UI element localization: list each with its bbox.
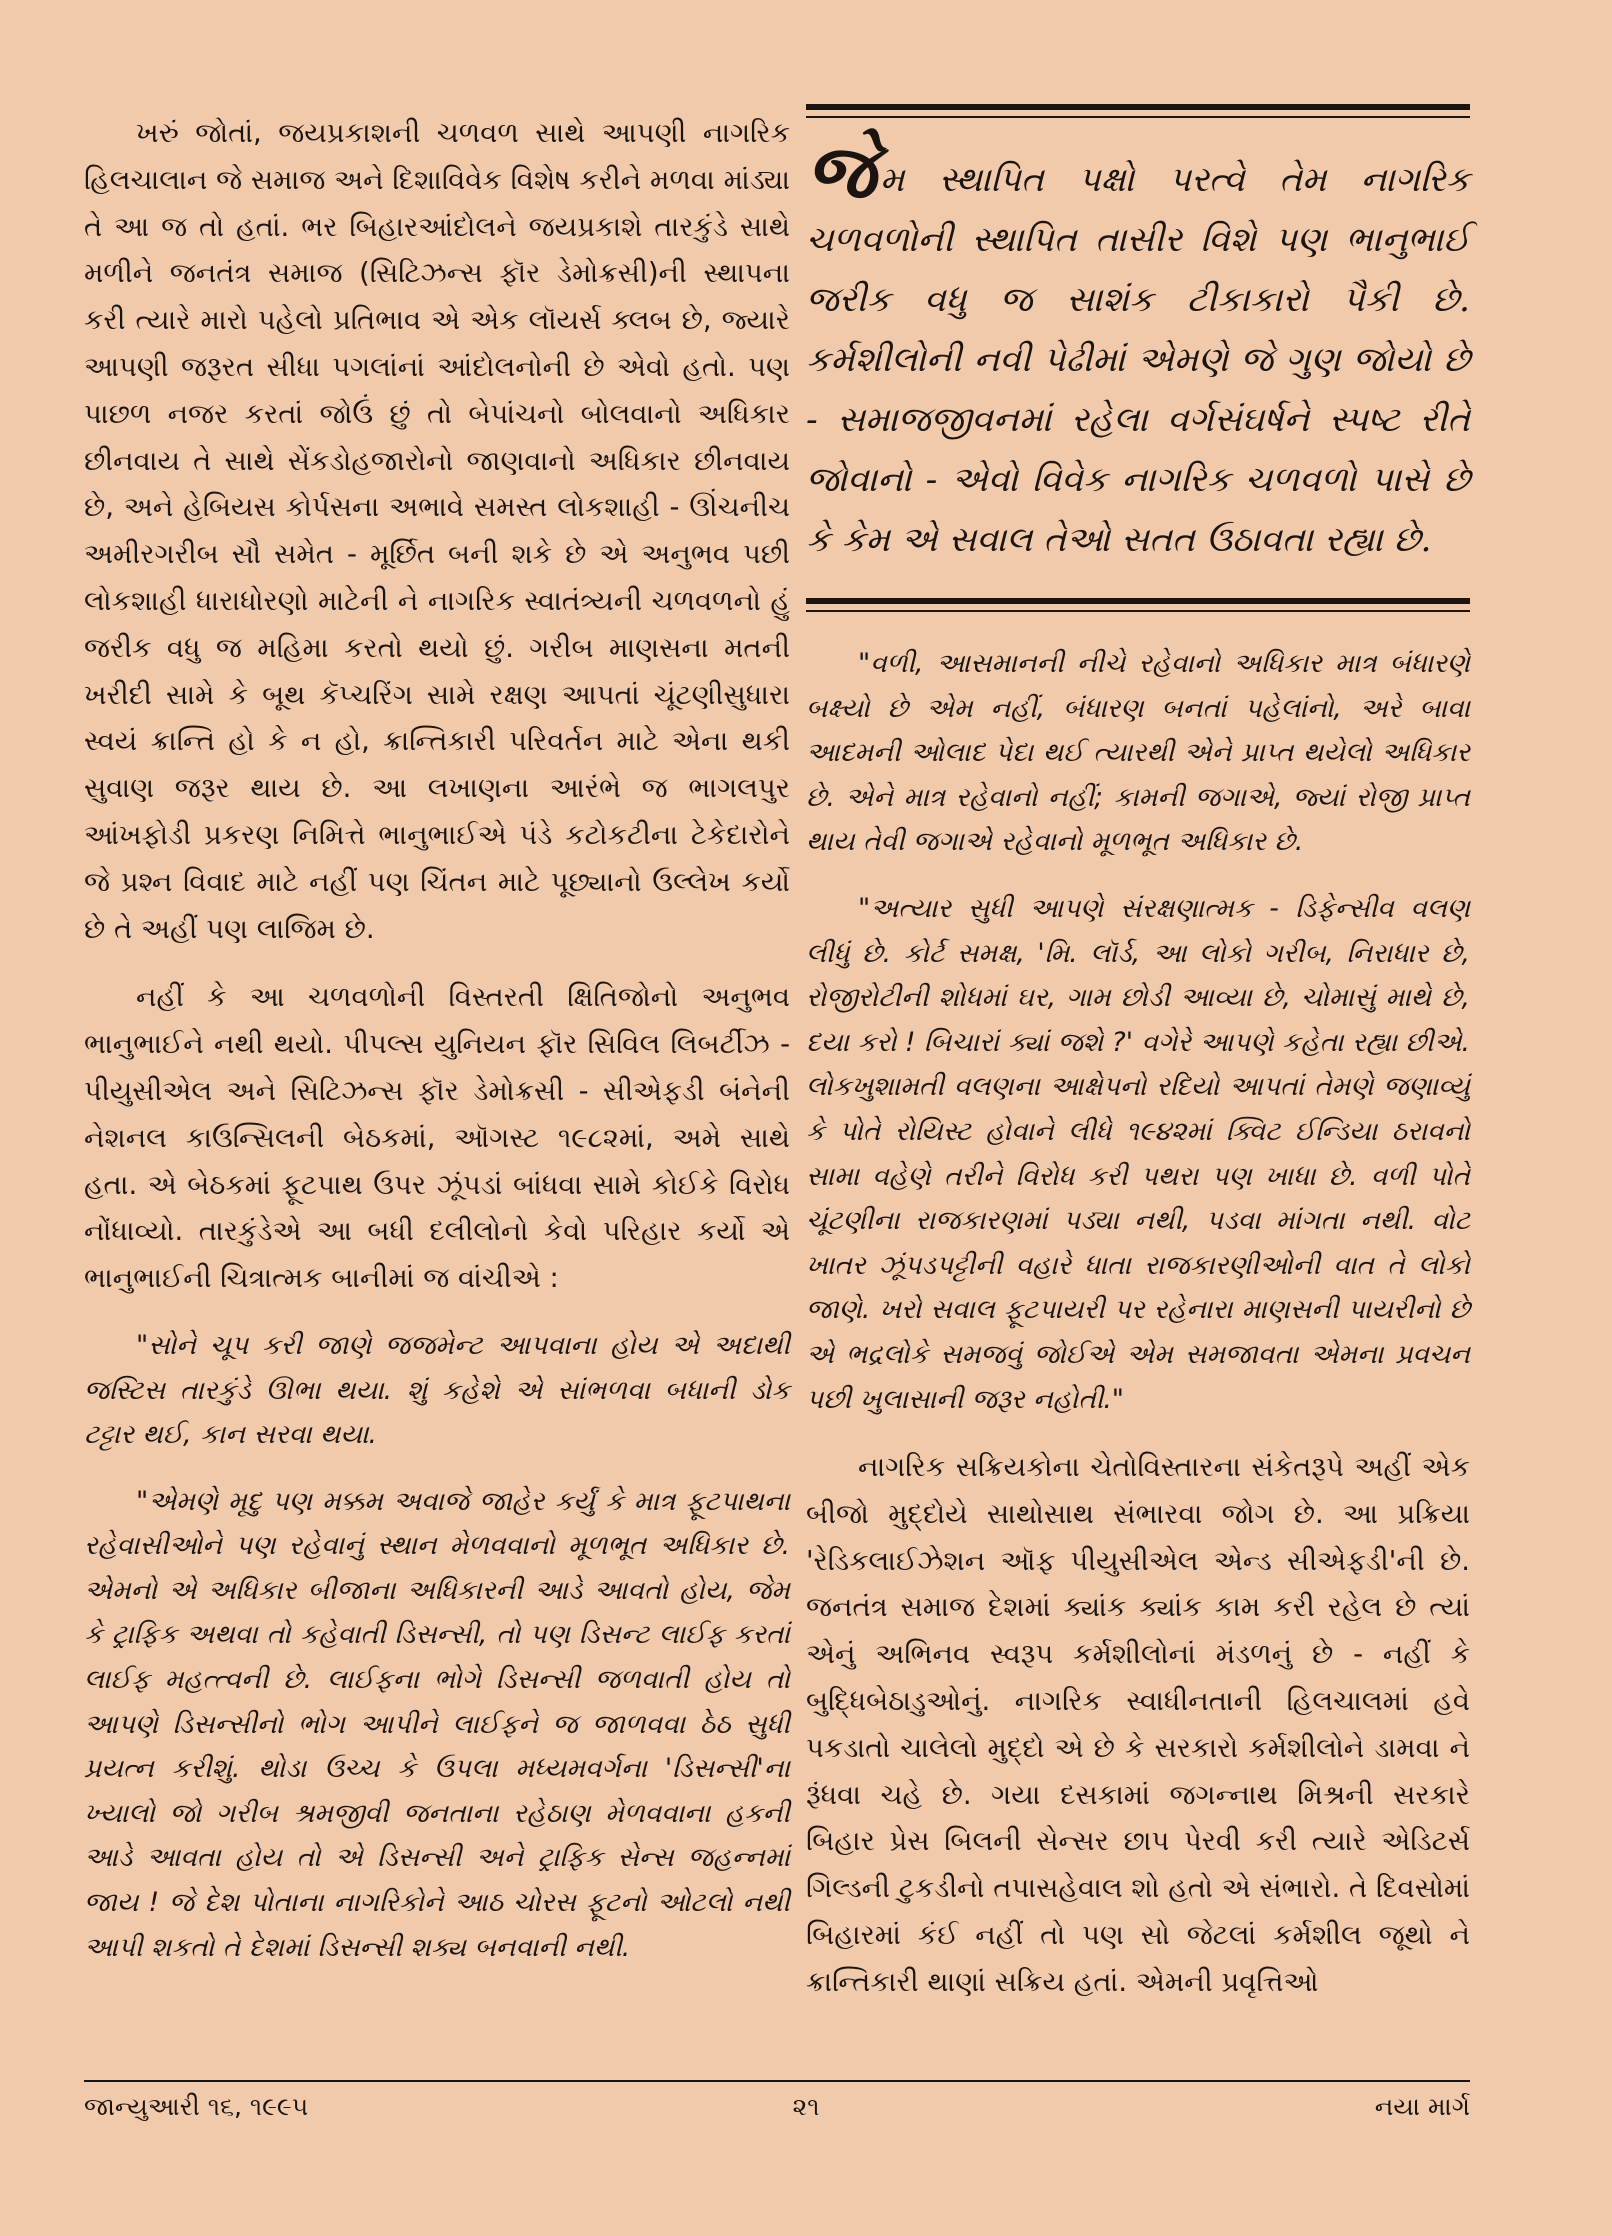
quote-paragraph-3: "વળી, આસમાનની નીચે રહેવાનો અધિકાર માત્ર બંધારણે બક્ષ્યો છે એમ નહીં, બંધારણ બનતાં પહેલાંનો, અરે બાવા આદમની ઓલાદ પેદા થઈ ત્યારથી એને પ્રાપ્ત થયેલો અધિકાર છે. એને માત્ર રહેવાનો નહીં; કામની જગાએ, જ્યાં રોજી પ્રાપ્ત થાય તેવી જગાએ રહેવાનો મૂળભૂત અધિકાર છે. [806, 648, 1470, 858]
quote-paragraph-4: "અત્યાર સુધી આપણે સંરક્ષણાત્મક - ડિફેન્સીવ વલણ લીધું છે. કોર્ટ સમક્ષ, 'મિ. લૉર્ડ, આ લોકો ગરીબ, નિરાધાર છે, રોજીરોટીની શોધમાં ઘર, ગામ છોડી આવ્યા છે, ચોમાસું માથે છે, દયા કરો ! બિચારાં ક્યાં જશે ?' વગેરે આપણે કહેતા રહ્યા છીએ. લોકખુશામતી વલણના આક્ષેપનો રદિયો આપતાં તેમણે જણાવ્યું કે પોતે રોયિસ્ટ હોવાને લીધે ૧૯૪૨માં ક્વિટ ઈન્ડિયા ઠરાવનો સામા વહેણે તરીને વિરોધ કરી પથરા પણ ખાધા છે. વળી પોતે ચૂંટણીના રાજકારણમાં પડ્યા નથી, પડવા માંગતા નથી. વોટ ખાતર ઝૂંપડપટ્ટીની વહારે ધાતા રાજકારણીઓની વાત તે લોકો જાણે. ખરો સવાલ ફૂટપાયરી પર રહેનારા માણસની પાયરીનો છે એ ભદ્રલોકે સમજવું જોઈએ એમ સમજાવતા એમના પ્રવચન પછી ખુલાસાની જરૂર નહોતી." [806, 892, 1470, 1415]
pull-quote [806, 129, 1470, 570]
quote-paragraph-2: "એમણે મૃદુ પણ મક્કમ અવાજે જાહેર કર્યું કે માત્ર ફૂટપાથના રહેવાસીઓને પણ રહેવાનું સ્થાન મેળવવાનો મૂળભૂત અધિકાર છે. એમનો એ અધિકાર બીજાના અધિકારની આડે આવતો હોય, જેમ કે ટ્રાફિક અથવા તો કહેવાતી ડિસન્સી, તો પણ ડિસન્ટ લાઈફ કરતાં લાઈફ મહત્ત્વની છે. લાઈફના ભોગે ડિસન્સી જળવાતી હોય તો આપણે ડિસન્સીનો ભોગ આપીને લાઈફને જ જાળવવા ઠેઠ સુધી પ્રયત્ન કરીશું. થોડા ઉચ્ચ કે ઉપલા મધ્યમવર્ગના 'ડિસન્સી'ના ખ્યાલો જો ગરીબ શ્રમજીવી જનતાના રહેઠાણ મેળવવાના હકની આડે આવતા હોય તો એ ડિસન્સી અને ટ્રાફિક સેન્સ જહન્નમાં જાય ! જે દેશ પોતાના નાગરિકોને આઠ ચોરસ ફૂટનો ઓટલો નથી આપી શકતો તે દેશમાં ડિસન્સી શક્ય બનવાની નથી. [84, 1485, 790, 1963]
body-paragraph-2: નહીં કે આ ચળવળોની વિસ્તરતી ક્ષિતિજોનો અનુભવ ભાનુભાઈને નથી થયો. પીપલ્સ યુનિયન ફૉર સિવિલ લિબર્ટીઝ - પીયુસીએલ અને સિટિઝન્સ ફૉર ડેમોક્રસી - સીએફડી બંનેની નેશનલ કાઉન્સિલની બેઠકમાં, ઑગસ્ટ ૧૯૮૨માં, અમે સાથે હતા. એ બેઠકમાં ફૂટપાથ ઉપર ઝૂંપડાં બાંધવા સામે કોઈકે વિરોધ નોંધાવ્યો. તારકુંડેએ આ બધી દલીલોનો કેવો પરિહાર કર્યો એ ભાનુભાઈની ચિત્રાત્મક બાનીમાં જ વાંચીએ : [84, 981, 790, 1295]
footer-rule [84, 2080, 1470, 2082]
pull-quote-bottom-rule-thin [806, 610, 1470, 612]
pull-quote-bottom-rule-thick [806, 598, 1470, 604]
pull-quote-top-rule-thin [806, 116, 1470, 118]
right-column [806, 642, 1470, 2006]
quote-paragraph-1: "સોને ચૂપ કરી જાણે જજમેન્ટ આપવાના હોય એ અદાથી જસ્ટિસ તારકુંડે ઊભા થયા. શું કહેશે એ સાંભળવા બધાની ડોક ટટ્ટાર થઈ, કાન સરવા થયા. [84, 1329, 790, 1451]
pull-quote-top-rule-thick [806, 104, 1470, 110]
left-column [84, 110, 790, 1970]
footer-publication: નયા માર્ગ [1374, 2092, 1470, 2121]
pull-quote-text: મ સ્થાપિત પક્ષો પરત્વે તેમ નાગરિક ચળવળોની સ્થાપિત તાસીર વિશે પણ ભાનુભાઈ જરીક વધુ જ સાશંક ટીકાકારો પૈકી છે. કર્મશીલોની નવી પેઢીમાં એમણે જે ગુણ જોયો છે - સમાજજીવનમાં રહેલા વર્ગસંઘર્ષને સ્પષ્ટ રીતે જોવાનો - એવો વિવેક નાગરિક ચળવળો પાસે છે કે કેમ એ સવાલ તેઓ સતત ઉઠાવતા રહ્યા છે. [806, 160, 1470, 560]
body-paragraph-3: નાગરિક સક્રિયકોના ચેતોવિસ્તારના સંકેતરૂપે અહીં એક બીજો મુદ્દોયે સાથોસાથ સંભારવા જોગ છે. આ પ્રક્રિયા 'રેડિકલાઈઝેશન ઑફ પીયુસીએલ એન્ડ સીએફડી'ની છે. જનતંત્ર સમાજ દેશમાં ક્યાંક ક્યાંક કામ કરી રહેલ છે ત્યાં એનું અભિનવ સ્વરૂપ કર્મશીલોનાં મંડળનું છે - નહીં કે બુદ્ધિબેઠાડુઓનું. નાગરિક સ્વાધીનતાની હિલચાલમાં હવે પકડાતો ચાલેલો મુદ્દો એ છે કે સરકારો કર્મશીલોને ડામવા ને રૂંધવા ચહે છે. ગયા દસકામાં જગન્નાથ મિશ્રની સરકારે બિહાર પ્રેસ બિલની સેન્સર છાપ પેરવી કરી ત્યારે એડિટર્સ ગિલ્ડની ટુકડીનો તપાસહેવાલ શો હતો એ સંભારો. તે દિવસોમાં બિહારમાં કંઈ નહીં તો પણ સો જેટલાં કર્મશીલ જૂથો ને ક્રાન્તિકારી થાણાં સક્રિય હતાં. એમની પ્રવૃત્તિઓ [806, 1451, 1470, 1998]
footer-page-number: ૨૧ [792, 2092, 820, 2121]
footer-date: જાન્યુઆરી ૧૬, ૧૯૯૫ [84, 2092, 309, 2121]
pull-quote-drop-letter: જે [806, 129, 877, 215]
body-paragraph-1: ખરું જોતાં, જયપ્રકાશની ચળવળ સાથે આપણી નાગરિક હિલચાલાન જે સમાજ અને દિશાવિવેક વિશેષ કરીને મળવા માંડ્યા તે આ જ તો હતાં. ભર બિહારઆંદોલને જયપ્રકાશે તારકુંડે સાથે મળીને જનતંત્ર સમાજ (સિટિઝન્સ ફૉર ડેમોક્રસી)ની સ્થાપના કરી ત્યારે મારો પહેલો પ્રતિભાવ એ એક લૉયર્સ ક્લબ છે, જ્યારે આપણી જરૂરત સીધા પગલાંનાં આંદોલનોની છે એવો હતો. પણ પાછળ નજર કરતાં જોઉં છું તો બેપાંચનો બોલવાનો અધિકાર છીનવાય તે સાથે સેંકડોહજારોનો જાણવાનો અધિકાર છીનવાય છે, અને હેબિયસ કોર્પસના અભાવે સમસ્ત લોકશાહી - ઊંચનીચ અમીરગરીબ સૌ સમેત - મૂર્છિત બની શકે છે એ અનુભવ પછી લોકશાહી ધારાધોરણો માટેની ને નાગરિક સ્વાતંત્ર્યની ચળવળનો હું જરીક વધુ જ મહિમા કરતો થયો છું. ગરીબ માણસના મતની ખરીદી સામે કે બૂથ કૅપ્ચરિંગ સામે રક્ષણ આપતાં ચૂંટણીસુધારા સ્વયં ક્રાન્તિ હો કે ન હો, ક્રાન્તિકારી પરિવર્તન માટે એના થકી સુવાણ જરૂર થાય છે. આ લખાણના આરંભે જ ભાગલપુર આંખફોડી પ્રકરણ નિમિત્તે ભાનુભાઈએ પંડે કટોકટીના ટેકેદારોને જે પ્રશ્ન વિવાદ માટે નહીં પણ ચિંતન માટે પૂછ્યાનો ઉલ્લેખ કર્યો છે તે અહીં પણ લાજિમ છે. [84, 117, 790, 945]
